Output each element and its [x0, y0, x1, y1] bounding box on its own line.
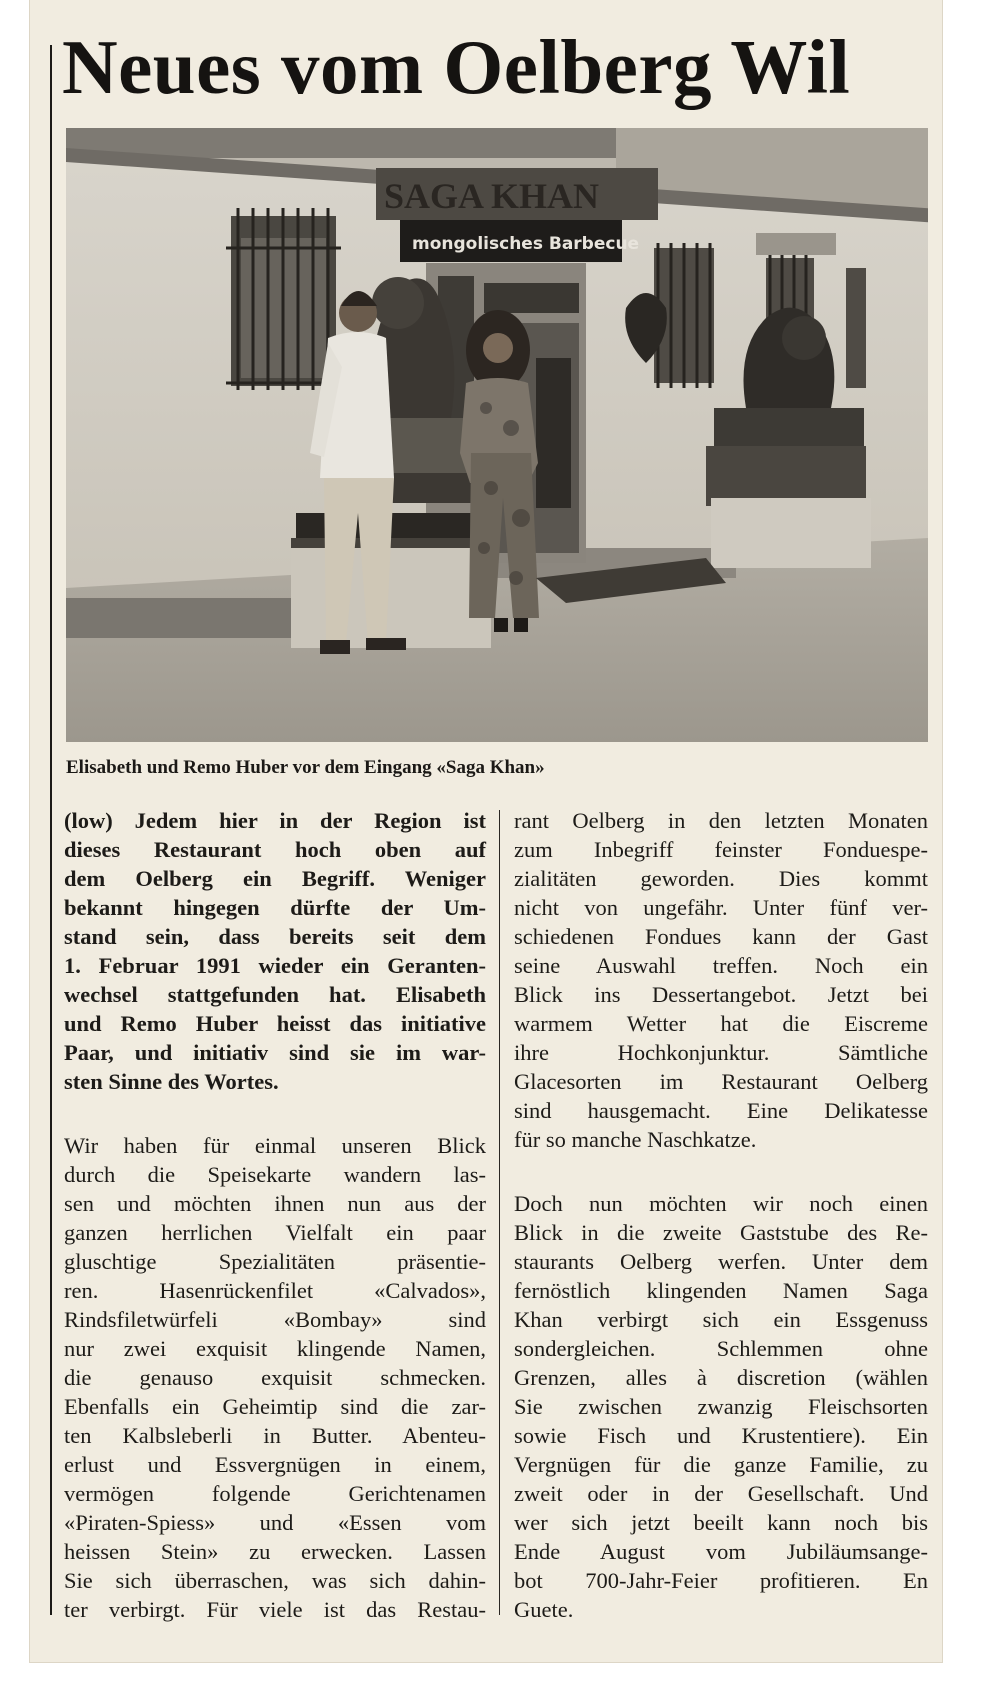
text-line: dem Oelberg ein Begriff. Weniger [64, 866, 486, 891]
text-line: Sie sich überraschen, was sich dahin- [64, 1568, 486, 1593]
text-line: zum Inbegriff feinster Fonduespe- [514, 837, 928, 862]
text-line: seine Auswahl treffen. Noch ein [514, 953, 928, 978]
text-line: Grenzen, alles à discretion (wählen [514, 1365, 928, 1390]
headline: Neues vom Oelberg Wil [62, 24, 851, 110]
text-line: Wir haben für einmal unseren Blick [64, 1133, 486, 1158]
text-line: schiedenen Fondues kann der Gast [514, 924, 928, 949]
text-line: gluschtige Spezialitäten präsentie- [64, 1249, 486, 1274]
restaurant-photo [66, 128, 928, 742]
text-line: Sie zwischen zwanzig Fleischsorten [514, 1394, 928, 1419]
body-paragraph-3 [514, 1189, 928, 1624]
text-line: Ende August vom Jubiläumsange- [514, 1539, 928, 1564]
text-line: sen und möchten ihnen nun aus der [64, 1191, 486, 1216]
text-line: ren. Hasenrückenfilet «Calvados», [64, 1278, 486, 1303]
text-line: sten Sinne des Wortes. [64, 1069, 279, 1094]
text-line: Ebenfalls ein Geheimtip sind die zar- [64, 1394, 486, 1419]
text-line: Blick in die zweite Gaststube des Re- [514, 1220, 928, 1245]
body-paragraph-1 [64, 1131, 486, 1624]
left-column-rule [50, 45, 52, 1615]
text-line: wer sich jetzt beeilt kann noch bis [514, 1510, 928, 1535]
sign-title: SAGA KHAN [384, 176, 600, 216]
text-line: (low) Jedem hier in der Region ist [64, 808, 486, 833]
text-line: Vergnügen für die ganze Familie, zu [514, 1452, 928, 1477]
text-line: warmem Wetter hat die Eiscreme [514, 1011, 928, 1036]
text-line: zialitäten geworden. Dies kommt [514, 866, 928, 891]
text-line: stand sein, dass bereits seit dem [64, 924, 486, 949]
text-line: nicht von ungefähr. Unter fünf ver- [514, 895, 928, 920]
text-line: heissen Stein» zu erwecken. Lassen [64, 1539, 486, 1564]
text-line: Paar, und initiativ sind sie im war- [64, 1040, 486, 1065]
text-line: Blick ins Dessertangebot. Jetzt bei [514, 982, 928, 1007]
text-line: vermögen folgende Gerichtenamen [64, 1481, 486, 1506]
text-line: und Remo Huber heisst das initiative [64, 1011, 486, 1036]
sign-subtitle: mongolisches Barbecue [412, 234, 640, 254]
text-line: ten Kalbsleberli in Butter. Abenteu- [64, 1423, 486, 1448]
text-line: «Piraten-Spiess» und «Essen vom [64, 1510, 486, 1535]
text-line: Rindsfiletwürfeli «Bombay» sind [64, 1307, 486, 1332]
barred-window-left [226, 208, 341, 390]
text-line: fernöstlich klingenden Namen Saga [514, 1278, 928, 1303]
text-line: 1. Februar 1991 wieder ein Geranten- [64, 953, 486, 978]
text-line: Doch nun möchten wir noch einen [514, 1191, 928, 1216]
text-line: sondergleichen. Schlemmen ohne [514, 1336, 928, 1361]
text-line: bot 700-Jahr-Feier profitieren. En [514, 1568, 928, 1593]
text-line: wechsel stattgefunden hat. Elisabeth [64, 982, 486, 1007]
text-line: Khan verbirgt sich ein Essgenuss [514, 1307, 928, 1332]
text-line: sowie Fisch und Krustentiere). Ein [514, 1423, 928, 1448]
column-rule [499, 810, 500, 1615]
text-line: bekannt hingegen dürfte der Um- [64, 895, 486, 920]
text-line: Guete. [514, 1597, 574, 1622]
text-line: rant Oelberg in den letzten Monaten [514, 808, 928, 833]
text-line: ter verbirgt. Für viele ist das Restau- [64, 1597, 486, 1622]
text-line: staurants Oelberg werfen. Unter dem [514, 1249, 928, 1274]
text-line: sind hausgemacht. Eine Delikatesse [514, 1098, 928, 1123]
text-line: erlust und Essvergnügen in einem, [64, 1452, 486, 1477]
body-paragraph-2 [514, 806, 928, 1154]
text-line: für so manche Naschkatze. [514, 1127, 757, 1152]
text-line: die genauso exquisit schmecken. [64, 1365, 486, 1390]
restaurant-entrance-illustration [66, 128, 928, 742]
text-line: zweit oder in der Gesellschaft. Und [514, 1481, 928, 1506]
text-line: dieses Restaurant hoch oben auf [64, 837, 486, 862]
photo-caption: Elisabeth und Remo Huber vor dem Eingang «Saga Khan» [66, 757, 545, 778]
lead-paragraph [64, 806, 486, 1096]
text-line: ihre Hochkonjunktur. Sämtliche [514, 1040, 928, 1065]
text-line: nur zwei exquisit klingende Namen, [64, 1336, 486, 1361]
text-line: durch die Speisekarte wandern las- [64, 1162, 486, 1187]
text-line: Glacesorten im Restaurant Oelberg [514, 1069, 928, 1094]
text-line: ganzen herrlichen Vielfalt ein paar [64, 1220, 486, 1245]
